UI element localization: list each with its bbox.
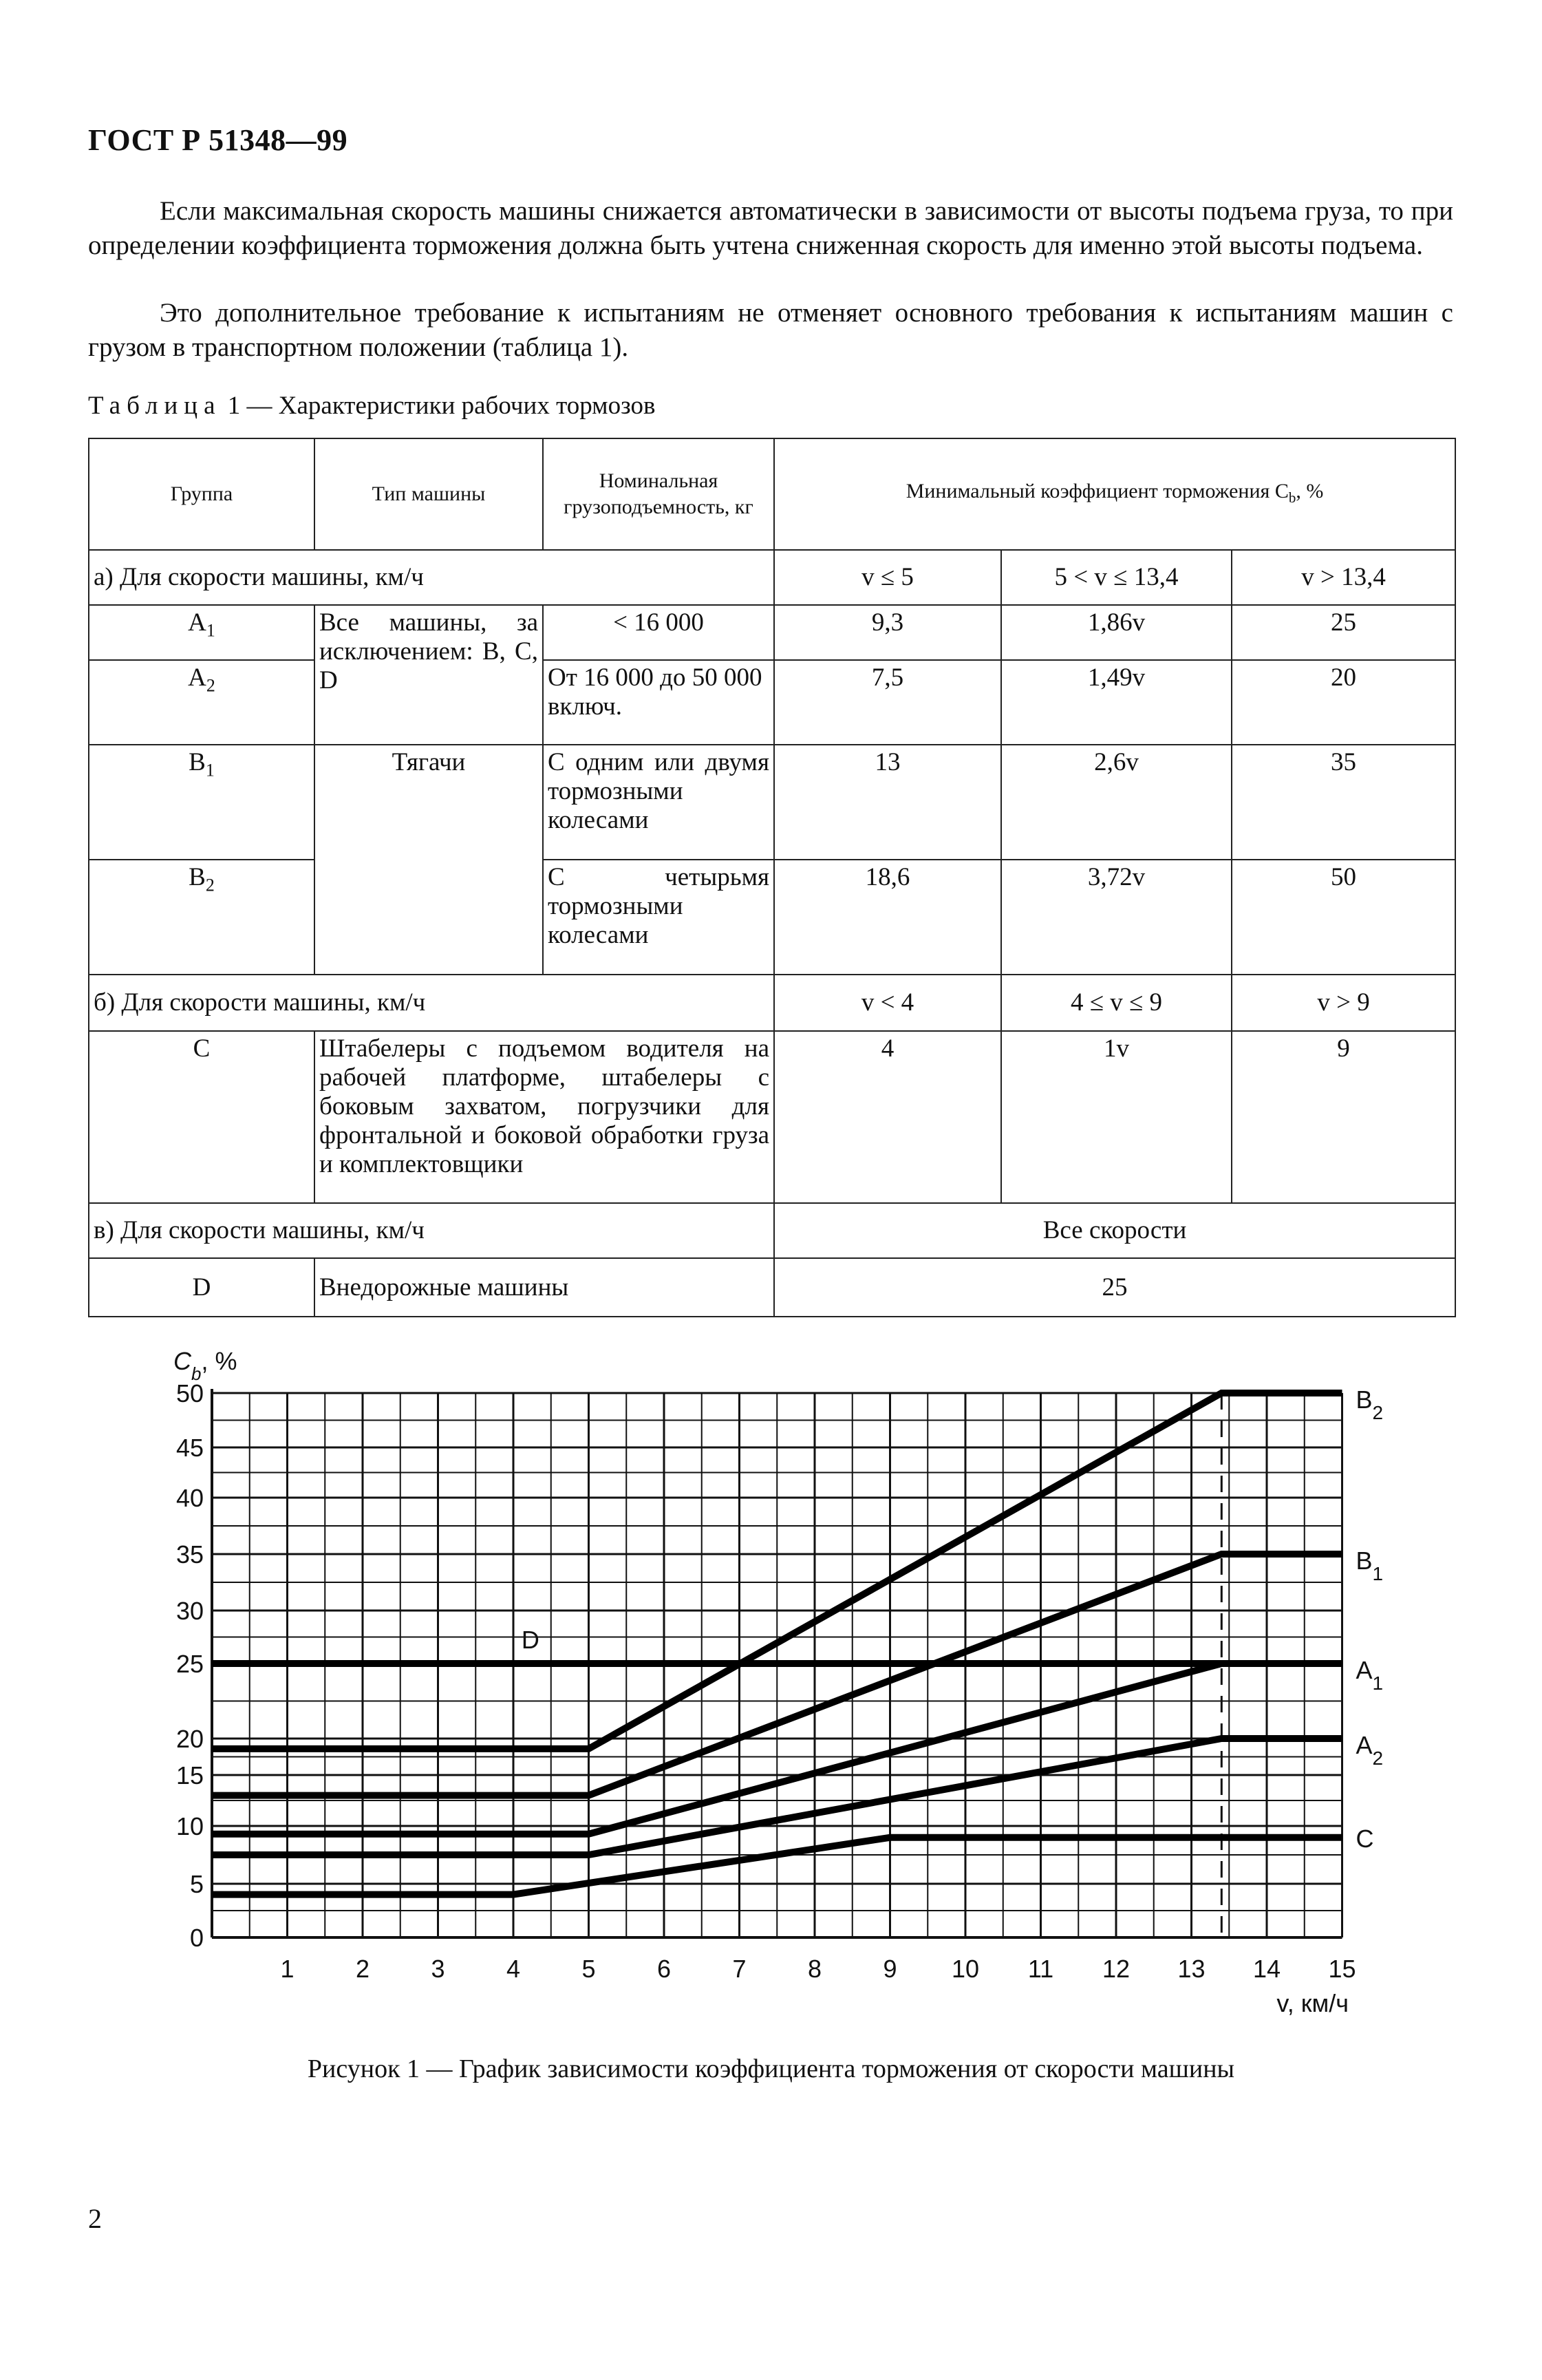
page-number: 2	[88, 2203, 102, 2234]
group-b1-letter: B	[189, 748, 206, 776]
x-tick-label: 2	[355, 1955, 370, 1983]
x-tick-label: 8	[807, 1955, 822, 1983]
group-a2-letter: A	[188, 663, 206, 692]
x-tick-label: 7	[732, 1955, 747, 1983]
cell-a1-v3: 25	[1232, 605, 1455, 660]
x-tick-label: 3	[431, 1955, 445, 1983]
group-a2-sub: 2	[206, 675, 215, 696]
series-label-sub: 1	[1372, 1562, 1384, 1584]
cell-group-d: D	[89, 1258, 314, 1317]
series-label-sub: 2	[1372, 1401, 1384, 1423]
cell-b1-v3: 35	[1232, 745, 1455, 860]
cell-a1-v1: 9,3	[774, 605, 1001, 660]
cell-c-v1: 4	[774, 1031, 1001, 1203]
section-b-range-2: 4 ≤ v ≤ 9	[1001, 975, 1232, 1031]
y-tick-label: 15	[175, 1761, 204, 1789]
cell-b2-v1: 18,6	[774, 860, 1001, 975]
series-label: $A_1$	[1356, 1656, 1384, 1694]
cell-a1-v2: 1,86v	[1001, 605, 1232, 660]
document-header: ГОСТ Р 51348—99	[88, 123, 348, 157]
header-machine-type: Тип машины	[314, 438, 543, 550]
cell-capacity-a1: < 16 000	[543, 605, 774, 660]
cell-b2-v3: 50	[1232, 860, 1455, 975]
cell-type-b: Тягачи	[314, 745, 543, 975]
y-tick-label: 45	[175, 1434, 204, 1462]
y-tick-label: 35	[175, 1540, 204, 1569]
header-coefficient-text: Минимальный коэффициент торможения C	[906, 479, 1289, 502]
header-capacity: Номинальная грузоподъемность, кг	[543, 438, 774, 550]
y-axis-label: $C_b$, %	[173, 1347, 237, 1384]
header-coefficient-sub: b	[1288, 489, 1296, 506]
paragraph-additional-requirement: Это дополнительное требование к испытаниям не отменяет основного требования к испытаниям машин с грузом в транспортном положении (таблица 1).	[88, 298, 1453, 362]
header-coefficient-unit: , %	[1296, 479, 1324, 502]
section-a-label: а) Для скорости машины, км/ч	[89, 550, 774, 605]
series-label: $B_2$	[1356, 1385, 1384, 1423]
cell-b1-v1: 13	[774, 745, 1001, 860]
y-tick-label: 40	[175, 1484, 204, 1512]
cell-c-v3: 9	[1232, 1031, 1455, 1203]
cell-capacity-b1: С одним или двумя тормозными колесами	[543, 745, 774, 860]
x-tick-label: 15	[1328, 1955, 1356, 1983]
series-label: $B_1$	[1356, 1547, 1384, 1584]
x-tick-label: 1	[280, 1955, 295, 1983]
series-label: D	[521, 1626, 539, 1654]
series-label: C	[1356, 1824, 1374, 1853]
cell-type-d: Внедорожные машины	[314, 1258, 774, 1317]
figure-caption: Рисунок 1 — График зависимости коэффициента торможения от скорости машины	[307, 2054, 1235, 2083]
x-tick-label: 4	[506, 1955, 521, 1983]
cell-a2-v1: 7,5	[774, 660, 1001, 745]
x-tick-label: 13	[1177, 1955, 1206, 1983]
x-tick-label: 5	[581, 1955, 596, 1983]
x-tick-label: 12	[1102, 1955, 1131, 1983]
x-tick-label: 14	[1252, 1955, 1281, 1983]
group-a1-sub: 1	[206, 620, 215, 641]
y-tick-label: 30	[175, 1597, 204, 1625]
y-tick-label: 5	[189, 1870, 204, 1898]
cell-type-c: Штабелеры с подъемом водителя на рабочей платформе, штабелеры с боковым захватом, погрузчики для фронтальной и боковой обработки груза и комплектовщики	[314, 1031, 774, 1203]
cell-a2-v3: 20	[1232, 660, 1455, 745]
section-b-range-1: v < 4	[774, 975, 1001, 1031]
table-caption-text: 1 — Характеристики рабочих тормозов	[227, 392, 656, 420]
section-a-range-3: v > 13,4	[1232, 550, 1455, 605]
x-tick-label: 9	[883, 1955, 897, 1983]
header-group: Группа	[89, 438, 314, 550]
section-c-range-all: Все скорости	[774, 1203, 1455, 1258]
y-tick-label: 50	[175, 1379, 204, 1407]
cell-capacity-b2: С четырьмя тормозными колесами	[543, 860, 774, 975]
group-b2-sub: 2	[205, 875, 215, 895]
cell-capacity-a2: От 16 000 до 50 000 включ.	[543, 660, 774, 745]
group-a1-letter: A	[188, 608, 206, 637]
section-b-range-3: v > 9	[1232, 975, 1455, 1031]
y-tick-label: 25	[175, 1650, 204, 1678]
section-c-label: в) Для скорости машины, км/ч	[89, 1203, 774, 1258]
paragraph-speed-reduction: Если максимальная скорость машины снижается автоматически в зависимости от высоты подъема груза, то при определении коэффициента торможения должна быть учтена сниженная скорость для именно этой высоты подъема.	[88, 196, 1453, 260]
y-tick-label: 20	[175, 1725, 204, 1753]
section-a-range-1: v ≤ 5	[774, 550, 1001, 605]
y-axis-label-unit: , %	[201, 1347, 237, 1375]
series-label: $A_2$	[1356, 1731, 1384, 1769]
y-tick-label: 0	[189, 1924, 204, 1952]
table-caption-prefix: Таблица	[88, 392, 222, 420]
y-axis-label-sub: b	[191, 1363, 202, 1384]
x-tick-label: 11	[1027, 1955, 1054, 1983]
cell-c-v2: 1v	[1001, 1031, 1232, 1203]
x-tick-label: 6	[656, 1955, 672, 1983]
series-label-sub: 1	[1372, 1672, 1384, 1694]
group-b2-letter: B	[189, 863, 206, 891]
cell-type-a: Все машины, за исключением: B, C, D	[314, 605, 543, 745]
series-label-sub: 2	[1372, 1747, 1384, 1769]
y-tick-label: 10	[175, 1812, 204, 1840]
section-a-range-2: 5 < v ≤ 13,4	[1001, 550, 1232, 605]
cell-b2-v2: 3,72v	[1001, 860, 1232, 975]
cell-group-c: C	[89, 1031, 314, 1203]
cell-d-value: 25	[774, 1258, 1455, 1317]
cell-a2-v2: 1,49v	[1001, 660, 1232, 745]
x-tick-label: 10	[951, 1955, 980, 1983]
section-b-label: б) Для скорости машины, км/ч	[89, 975, 774, 1031]
group-b1-sub: 1	[205, 760, 215, 780]
x-axis-label: v, км/ч	[1276, 1989, 1349, 2017]
cell-b1-v2: 2,6v	[1001, 745, 1232, 860]
